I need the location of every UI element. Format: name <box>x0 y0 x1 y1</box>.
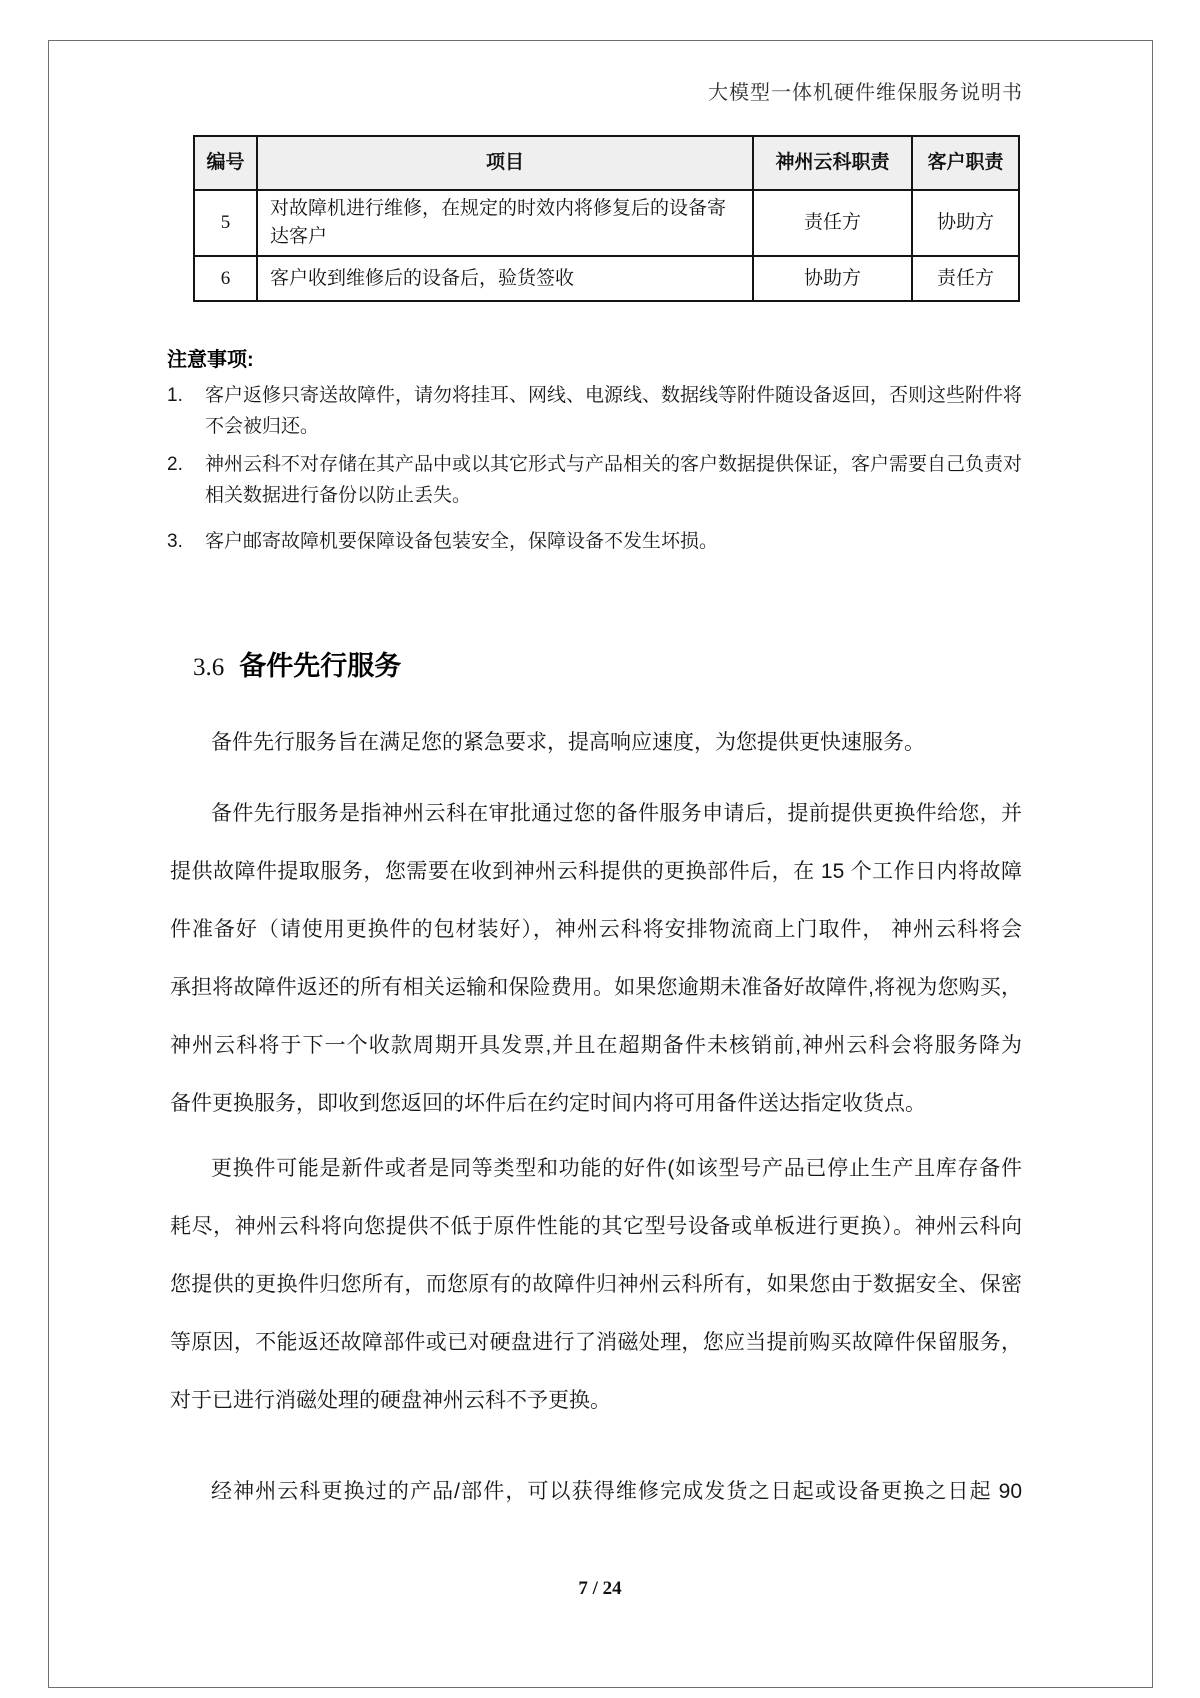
paragraph-line: 备件更换服务，即收到您返回的坏件后在约定时间内将可用备件送达指定收货点。 <box>170 1092 926 1115</box>
paragraph-line: 神州云科将于下一个收款周期开具发票,并且在超期备件未核销前,神州云科会将服务降为 <box>170 1034 1022 1057</box>
paragraph-line: 备件先行服务是指神州云科在审批通过您的备件服务申请后，提前提供更换件给您，并 <box>211 802 1022 825</box>
paragraph <box>170 785 1022 1133</box>
note-list-item <box>167 449 1023 511</box>
column-header-item: 项目 <box>257 136 753 190</box>
paragraph-line: 提供故障件提取服务，您需要在收到神州云科提供的更换部件后，在 15 个工作日内将故障 <box>170 860 1022 883</box>
cell-customer-duty: 责任方 <box>912 256 1019 301</box>
paragraph-line: 经神州云科更换过的产品/部件，可以获得维修完成发货之日起或设备更换之日起 90 <box>211 1480 1022 1503</box>
note-text: 客户返修只寄送故障件，请勿将挂耳、网线、电源线、数据线等附件随设备返回，否则这些附件将不会被归还。 <box>205 385 1023 437</box>
paragraph-line: 等原因，不能返还故障部件或已对硬盘进行了消磁处理，您应当提前购买故障件保留服务， <box>170 1331 1022 1354</box>
cell-number: 6 <box>194 256 257 301</box>
paragraph-line: 备件先行服务旨在满足您的紧急要求，提高响应速度，为您提供更快速服务。 <box>211 731 925 754</box>
cell-number: 5 <box>194 190 257 256</box>
table-row <box>194 256 1019 301</box>
paragraph <box>170 714 1022 772</box>
note-number: 3. <box>167 531 183 552</box>
cell-item: 对故障机进行维修，在规定的时效内将修复后的设备寄达客户 <box>257 190 753 256</box>
paragraph-line: 对于已进行消磁处理的硬盘神州云科不予更换。 <box>170 1389 611 1412</box>
paragraph-line: 您提供的更换件归您所有，而您原有的故障件归神州云科所有，如果您由于数据安全、保密 <box>170 1273 1022 1296</box>
cell-customer-duty: 协助方 <box>912 190 1019 256</box>
table-row <box>194 190 1019 256</box>
note-text: 神州云科不对存储在其产品中或以其它形式与产品相关的客户数据提供保证，客户需要自己负责对相关数据进行备份以防止丢失。 <box>205 454 1023 506</box>
table-header-row <box>194 136 1019 190</box>
note-list-item <box>167 380 1023 442</box>
note-list-item <box>167 526 1023 557</box>
column-header-customer-duty: 客户职责 <box>912 136 1019 190</box>
paragraph-line: 件准备好（请使用更换件的包材装好），神州云科将安排物流商上门取件， 神州云科将会 <box>170 918 1022 941</box>
section-number: 3.6 <box>193 654 225 681</box>
paragraph-line: 耗尽，神州云科将向您提供不低于原件性能的其它型号设备或单板进行更换）。神州云科向 <box>170 1215 1022 1238</box>
cell-dcn-duty: 协助方 <box>753 256 912 301</box>
section-heading <box>193 644 401 683</box>
section-title: 备件先行服务 <box>239 651 402 681</box>
paragraph-line: 承担将故障件返还的所有相关运输和保险费用。如果您逾期未准备好故障件,将视为您购买， <box>170 976 1022 999</box>
page-number: 7 / 24 <box>578 1578 622 1599</box>
paragraph-line: 更换件可能是新件或者是同等类型和功能的好件(如该型号产品已停止生产且库存备件 <box>211 1157 1022 1180</box>
column-header-dcn-duty: 神州云科职责 <box>753 136 912 190</box>
note-number: 1. <box>167 385 183 406</box>
notes-title: 注意事项: <box>167 349 254 371</box>
cell-item: 客户收到维修后的设备后，验货签收 <box>257 256 753 301</box>
paragraph <box>170 1140 1022 1430</box>
paragraph <box>170 1463 1022 1521</box>
note-text: 客户邮寄故障机要保障设备包装安全，保障设备不发生坏损。 <box>205 531 719 552</box>
page-header-title: 大模型一体机硬件维保服务说明书 <box>708 82 1023 104</box>
cell-dcn-duty: 责任方 <box>753 190 912 256</box>
note-number: 2. <box>167 454 183 475</box>
column-header-number: 编号 <box>194 136 257 190</box>
responsibility-table <box>193 135 1020 302</box>
